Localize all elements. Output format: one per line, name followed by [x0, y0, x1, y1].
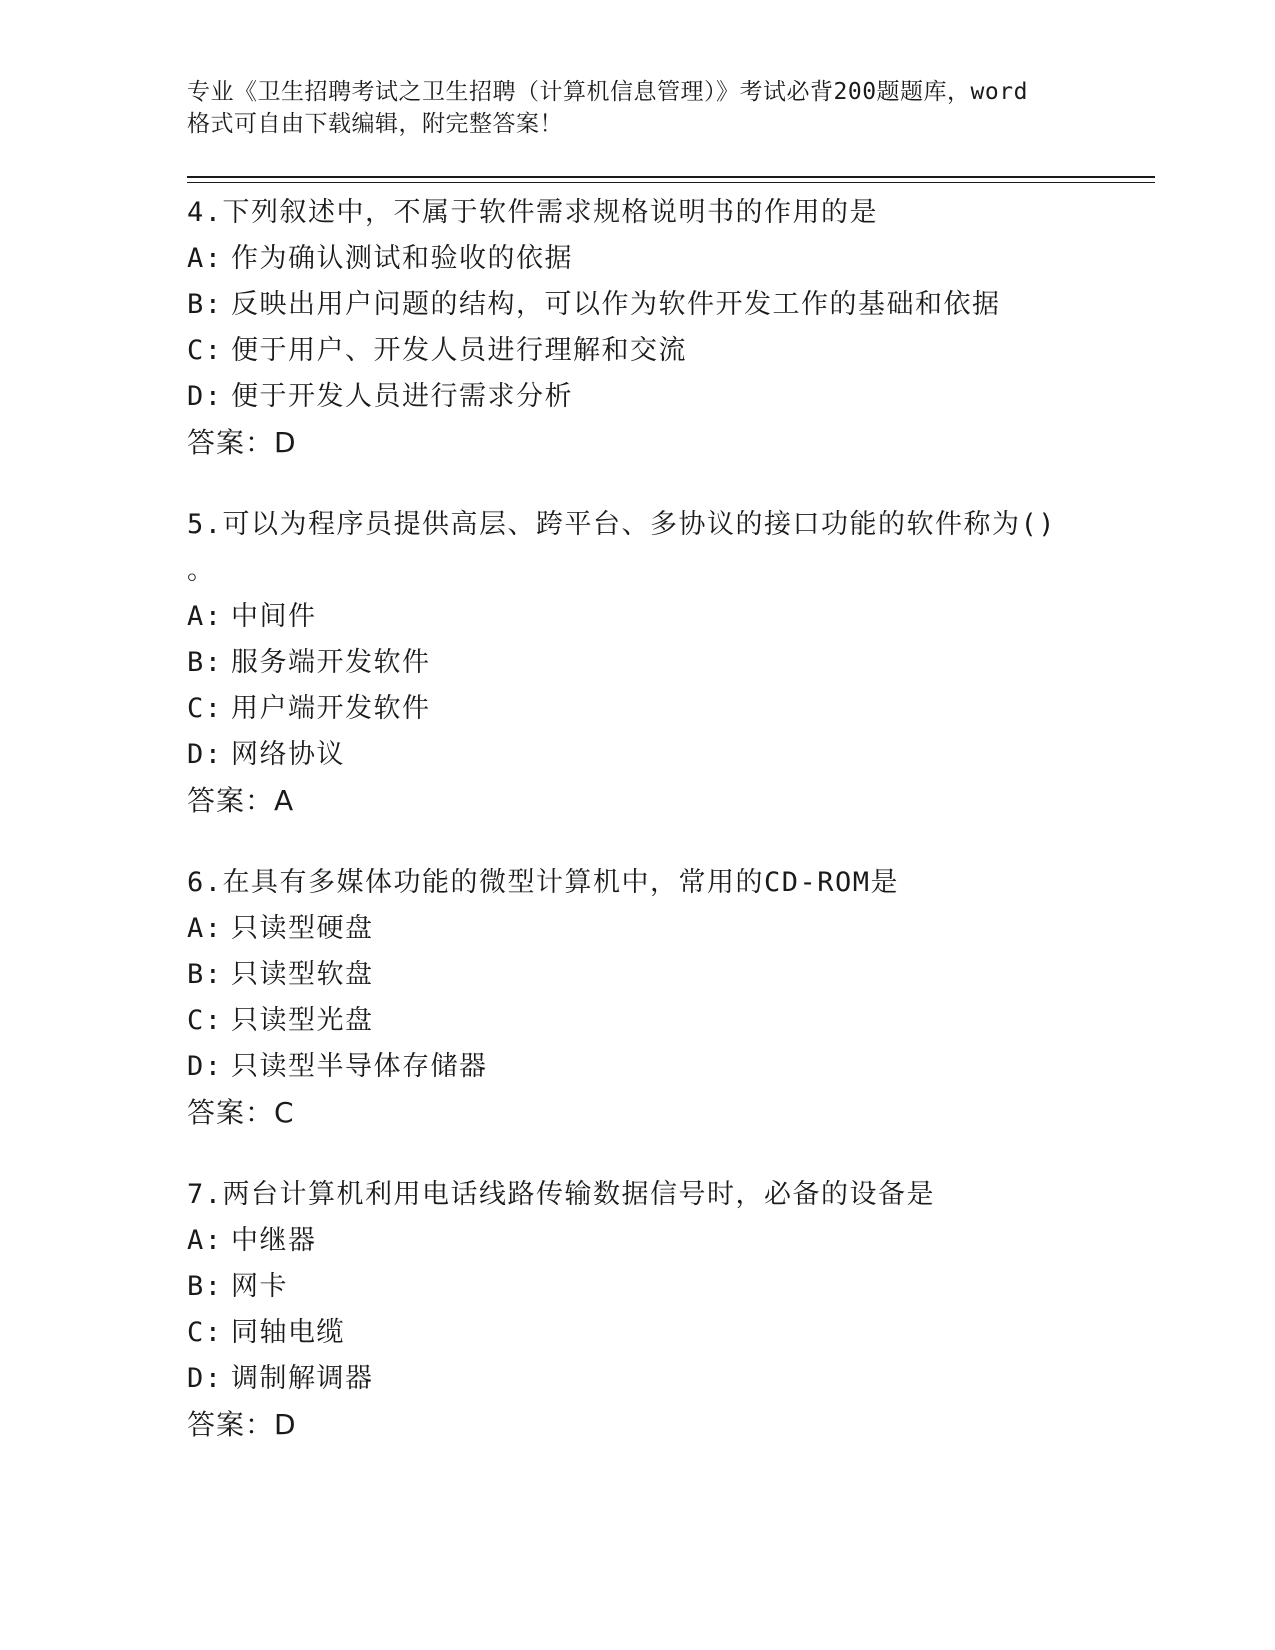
option-letter: C: [187, 693, 223, 724]
answer-line: 答案：D [187, 1408, 297, 1441]
option-letter: A: [187, 1225, 223, 1256]
option-text: 反映出用户问题的结构，可以作为软件开发工作的基础和依据 [231, 289, 1001, 320]
question-title-text: 7.两台计算机利用电话线路传输数据信号时，必备的设备是 [187, 1179, 936, 1210]
option-text: 中间件 [231, 601, 317, 632]
option-d [187, 374, 1147, 420]
option-letter: C: [187, 1005, 223, 1036]
option-text: 网络协议 [231, 739, 345, 770]
option-d [187, 1356, 1147, 1402]
option-letter: C: [187, 335, 223, 366]
option-text: 便于开发人员进行需求分析 [231, 381, 573, 412]
option-b [187, 282, 1147, 328]
question-title-continuation: 。 [187, 555, 216, 586]
header-title-line-2: 格式可自由下载编辑，附完整答案！ [187, 111, 563, 137]
option-b [187, 1264, 1147, 1310]
option-d [187, 732, 1147, 778]
question-6 [187, 860, 1147, 1136]
header-title-line-1: 专业《卫生招聘考试之卫生招聘（计算机信息管理）》考试必背200题题库，word [187, 79, 1028, 105]
option-letter: B: [187, 1271, 223, 1302]
question-title [187, 860, 1147, 906]
question-title [187, 1172, 1147, 1218]
header-divider-thin [187, 182, 1155, 183]
question-title [187, 190, 1147, 236]
option-a [187, 594, 1147, 640]
question-title [187, 502, 1147, 594]
answer-line: 答案：A [187, 784, 295, 817]
answer-line: 答案：C [187, 1096, 295, 1129]
option-text: 网卡 [231, 1271, 288, 1302]
option-letter: D: [187, 739, 223, 770]
option-letter: B: [187, 289, 223, 320]
option-letter: D: [187, 381, 223, 412]
option-b [187, 640, 1147, 686]
question-7 [187, 1172, 1147, 1448]
option-b [187, 952, 1147, 998]
option-letter: A: [187, 601, 223, 632]
option-letter: A: [187, 243, 223, 274]
option-text: 作为确认测试和验收的依据 [231, 243, 573, 274]
option-c [187, 328, 1147, 374]
option-text: 只读型软盘 [231, 959, 374, 990]
option-letter: C: [187, 1317, 223, 1348]
question-title-text: 6.在具有多媒体功能的微型计算机中，常用的CD-ROM是 [187, 867, 900, 898]
option-c [187, 1310, 1147, 1356]
option-text: 中继器 [231, 1225, 317, 1256]
option-a [187, 906, 1147, 952]
header-divider-thick [187, 176, 1155, 178]
question-title-text: 5.可以为程序员提供高层、跨平台、多协议的接口功能的软件称为() [187, 509, 1057, 540]
option-text: 同轴电缆 [231, 1317, 345, 1348]
option-c [187, 686, 1147, 732]
option-letter: B: [187, 647, 223, 678]
option-a [187, 236, 1147, 282]
option-text: 用户端开发软件 [231, 693, 431, 724]
option-text: 便于用户、开发人员进行理解和交流 [231, 335, 687, 366]
option-text: 只读型半导体存储器 [231, 1051, 488, 1082]
option-letter: D: [187, 1051, 223, 1082]
question-5 [187, 502, 1147, 824]
option-letter: A: [187, 913, 223, 944]
option-c [187, 998, 1147, 1044]
option-letter: B: [187, 959, 223, 990]
document-header [187, 76, 1087, 140]
question-4 [187, 190, 1147, 466]
option-d [187, 1044, 1147, 1090]
option-letter: D: [187, 1363, 223, 1394]
question-list [187, 190, 1147, 1484]
option-text: 调制解调器 [231, 1363, 374, 1394]
answer-line: 答案：D [187, 426, 297, 459]
option-text: 服务端开发软件 [231, 647, 431, 678]
option-text: 只读型光盘 [231, 1005, 374, 1036]
option-text: 只读型硬盘 [231, 913, 374, 944]
option-a [187, 1218, 1147, 1264]
question-title-text: 4.下列叙述中，不属于软件需求规格说明书的作用的是 [187, 197, 879, 228]
